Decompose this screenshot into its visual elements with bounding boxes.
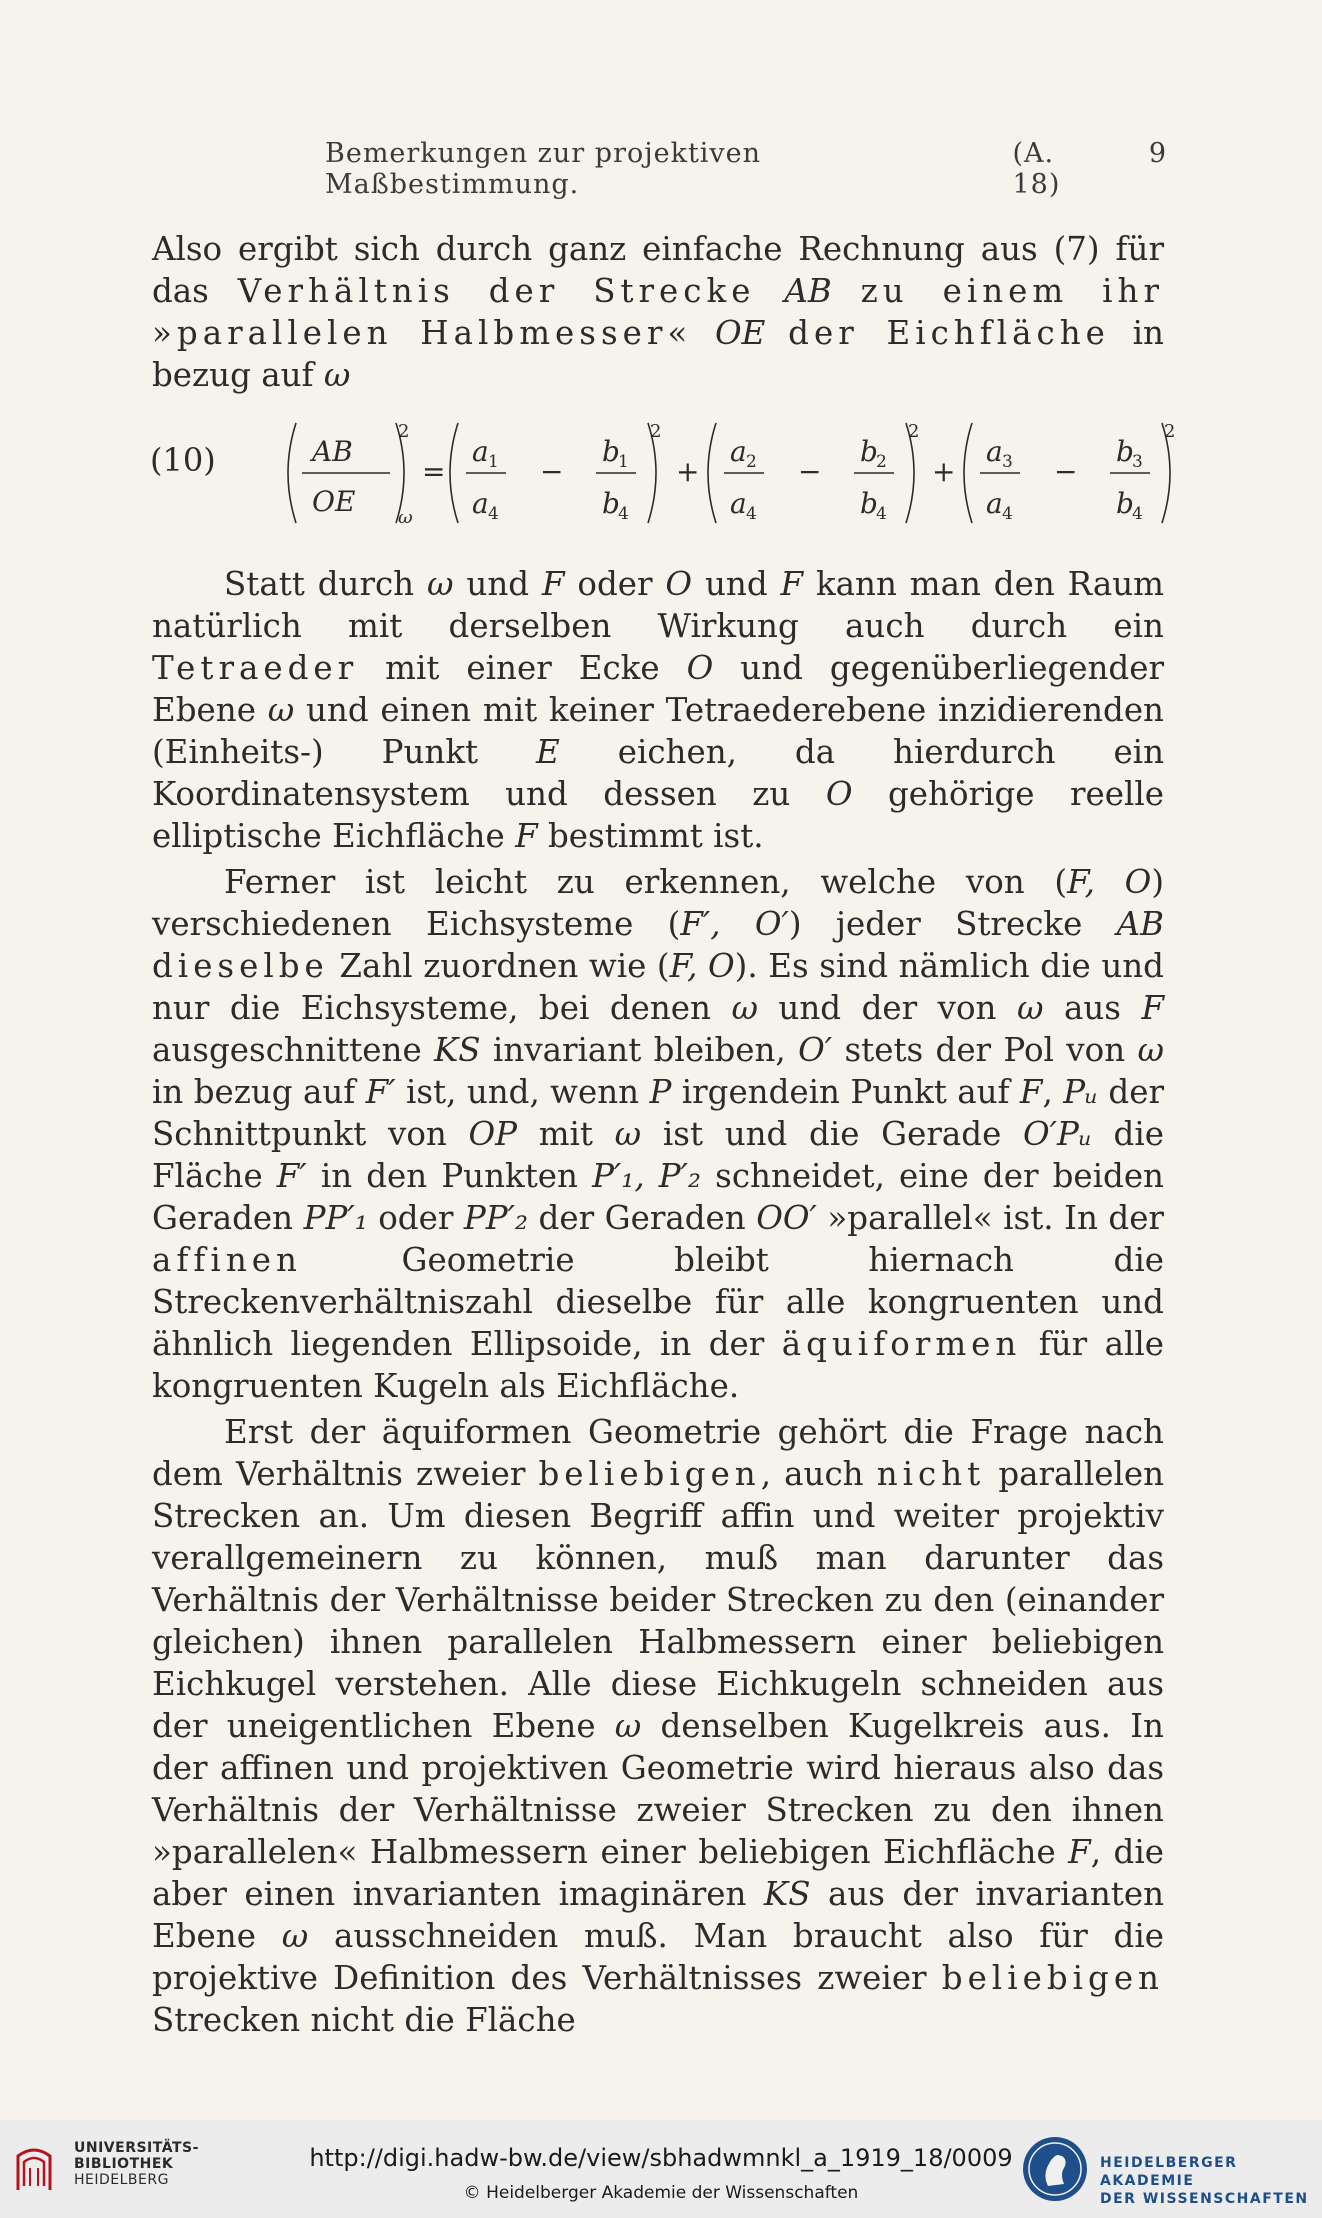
math-symbol: O	[825, 775, 853, 813]
text-run: ,	[1042, 1073, 1064, 1111]
svg-text:1: 1	[488, 452, 499, 472]
text-run: der Geraden	[528, 1199, 757, 1237]
svg-text:a: a	[730, 435, 747, 468]
emphasized-text: Tetraeder	[152, 649, 359, 687]
math-symbol: P	[649, 1073, 672, 1111]
text-run: in bezug auf	[152, 1073, 366, 1111]
text-run: stets der Pol von	[832, 1031, 1138, 1069]
svg-text:2: 2	[908, 421, 920, 442]
math-symbol: ω	[731, 989, 758, 1027]
text-run: bestimmt ist.	[537, 817, 764, 855]
svg-text:3: 3	[1132, 452, 1143, 472]
footer-bar	[0, 2120, 1322, 2218]
emphasized-text: Verhältnis der Strecke	[237, 272, 756, 310]
paragraph	[152, 563, 1164, 857]
text-run: aus	[1043, 989, 1142, 1027]
svg-text:4: 4	[1132, 504, 1143, 524]
math-symbol: F	[1068, 1833, 1091, 1871]
paragraph	[152, 228, 1164, 396]
text-run: denselben Kugelkreis aus. In der affinen und projektiven Geometrie wird hieraus also das Verhältnis der Verhältnisse zweier Strecken zu den ihnen »parallelen« Halbmessern einer beliebigen Eichfläche	[152, 1707, 1164, 1871]
text-run: und gegenüberliegender Ebene	[152, 649, 1164, 729]
emphasized-text: beliebigen	[538, 1455, 761, 1493]
math-symbol: F′	[276, 1157, 307, 1195]
text-run: Also ergibt sich durch ganz einfache Rechnung aus (7) für das	[152, 230, 1164, 310]
text-run: invariant bleiben,	[480, 1031, 799, 1069]
text-run: »parallel« ist. In der	[816, 1199, 1164, 1237]
header-section: (A. 18)	[1012, 138, 1061, 200]
text-run: irgendein Punkt auf	[671, 1073, 1020, 1111]
math-symbol: KS	[434, 1031, 481, 1069]
intro-paragraph	[152, 228, 1164, 396]
emphasized-text: zu einem ihr »parallelen Halbmesser«	[152, 272, 1164, 352]
text-run	[692, 314, 715, 352]
math-symbol: PP′₂	[463, 1199, 529, 1237]
text-run: und	[692, 565, 781, 603]
math-symbol: O′Pᵤ	[1023, 1115, 1092, 1153]
header-title: Bemerkungen zur projektiven Maßbestimmung.	[325, 138, 762, 200]
math-symbol: ω	[614, 1115, 642, 1153]
text-run: mit einer Ecke	[358, 649, 687, 687]
svg-text:2: 2	[1164, 421, 1176, 442]
svg-text:+: +	[676, 455, 700, 488]
text-run: oder	[564, 565, 666, 603]
math-symbol: F	[541, 565, 565, 603]
text-run: Ferner ist leicht zu erkennen, welche von (	[224, 863, 1068, 901]
text-run: Statt durch	[224, 565, 427, 603]
math-symbol: ω	[267, 691, 295, 729]
math-symbol: ω	[281, 1917, 309, 1955]
emphasized-text: äquiformen	[781, 1325, 1022, 1363]
source-url-link[interactable]: http://digi.hadw-bw.de/view/sbhadwmnkl_a_1919_18/0009	[309, 2144, 1013, 2172]
university-library-name: UNIVERSITÄTS- BIBLIOTHEK HEIDELBERG	[74, 2140, 199, 2188]
svg-text:3: 3	[1002, 452, 1013, 472]
svg-text:2: 2	[398, 421, 410, 442]
text-run: ausgeschnittene	[152, 1031, 435, 1069]
text-run: aus der invarianten Ebene	[152, 1875, 1164, 1955]
svg-text:a: a	[472, 435, 489, 468]
paragraph	[152, 861, 1164, 1407]
emphasized-text: affinen	[152, 1241, 302, 1279]
text-run: ausschneiden muß. Man braucht also für die projektive Definition des Verhältnisses zweier	[152, 1917, 1164, 1997]
math-symbol: ω	[614, 1707, 642, 1745]
math-symbol: F′, O′	[680, 905, 789, 943]
math-symbol: F	[1141, 989, 1164, 1027]
svg-text:b: b	[860, 487, 878, 520]
formula-expression	[278, 413, 1178, 533]
body-text	[152, 563, 1164, 2041]
math-symbol: O	[665, 565, 693, 603]
text-run	[832, 272, 861, 310]
math-symbol: ω	[1137, 1031, 1165, 1069]
svg-text:b: b	[1116, 435, 1134, 468]
svg-text:a: a	[986, 435, 1003, 468]
academy-name: HEIDELBERGER AKADEMIE DER WISSENSCHAFTEN	[1100, 2155, 1309, 2207]
math-symbol: OO′	[756, 1199, 817, 1237]
copyright-notice: © Heidelberger Akademie der Wissenschaften	[463, 2183, 859, 2203]
math-symbol: F	[780, 565, 804, 603]
svg-text:OE: OE	[312, 485, 356, 518]
text-run	[755, 272, 784, 310]
text-run	[765, 314, 788, 352]
text-run: kann man den Raum natürlich mit derselben Wirkung auch durch ein	[152, 565, 1164, 645]
text-run: Strecken nicht die Fläche	[152, 2001, 576, 2039]
math-symbol: F, O	[1067, 863, 1152, 901]
svg-text:a: a	[730, 487, 747, 520]
math-symbol: ω	[427, 565, 454, 603]
svg-text:1: 1	[618, 452, 629, 472]
text-run: , die aber einen invarianten imaginären	[152, 1833, 1164, 1913]
math-symbol: O′	[798, 1031, 833, 1069]
svg-text:a: a	[472, 487, 489, 520]
text-run: ist, und, wenn	[395, 1073, 650, 1111]
svg-text:AB: AB	[312, 435, 353, 468]
text-run: in den Punkten	[306, 1157, 593, 1195]
svg-text:b: b	[860, 435, 878, 468]
math-symbol: E	[536, 733, 560, 771]
academy-seal-icon	[1020, 2134, 1090, 2204]
svg-text:2: 2	[650, 421, 662, 442]
math-symbol: KS	[763, 1875, 811, 1913]
text-run: , auch	[760, 1455, 877, 1493]
math-symbol: OE	[715, 314, 766, 352]
svg-text:4: 4	[618, 504, 629, 524]
math-symbol: F	[515, 817, 538, 855]
emphasized-text: nicht	[876, 1455, 986, 1493]
svg-text:b: b	[602, 435, 620, 468]
math-symbol: AB	[784, 272, 832, 310]
svg-text:=: =	[422, 455, 446, 488]
math-symbol: O	[686, 649, 714, 687]
text-run: Geometrie bleibt hiernach die Streckenverhältniszahl dieselbe für alle kongruenten und ähnlich liegenden Ellipsoide, in der	[152, 1241, 1164, 1363]
text-run: gehörige reelle elliptische Eichfläche	[152, 775, 1164, 855]
math-symbol: F, O	[669, 947, 735, 985]
math-symbol: PP′₁	[303, 1199, 368, 1237]
text-run: ) jeder Strecke	[788, 905, 1117, 943]
page-number: 9	[1148, 138, 1167, 169]
text-run: und	[453, 565, 542, 603]
text-run: mit	[517, 1115, 615, 1153]
svg-text:2: 2	[746, 452, 757, 472]
math-symbol: ω	[1016, 989, 1044, 1027]
text-run: und der von	[757, 989, 1017, 1027]
text-run: Erst der äquiformen Geometrie gehört die Frage nach dem Verhältnis zweier	[152, 1413, 1164, 1493]
formula-number: (10)	[150, 441, 216, 479]
svg-text:ω: ω	[398, 507, 413, 528]
text-run: eichen, da hierdurch ein Koordinatensystem und dessen zu	[152, 733, 1164, 813]
emphasized-text: der Eichfläche	[788, 314, 1110, 352]
svg-text:a: a	[986, 487, 1003, 520]
math-symbol: P′₁, P′₂	[592, 1157, 702, 1195]
text-run: Zahl zuordnen wie (	[328, 947, 670, 985]
text-run: ) verschiedenen Eichsysteme (	[152, 863, 1164, 943]
svg-text:−: −	[1054, 455, 1078, 488]
math-symbol: F′	[365, 1073, 396, 1111]
svg-text:4: 4	[488, 504, 499, 524]
text-run: die Fläche	[152, 1115, 1164, 1195]
formula-10	[150, 405, 1176, 535]
text-run: ). Es sind nämlich die und nur die Eichsysteme, bei denen	[152, 947, 1164, 1027]
text-run: für alle kongruenten Kugeln als Eichfläche.	[152, 1325, 1164, 1405]
paragraph	[152, 1411, 1164, 2041]
emphasized-text: beliebigen	[941, 1959, 1164, 1997]
svg-text:4: 4	[876, 504, 887, 524]
svg-text:−: −	[540, 455, 564, 488]
svg-text:4: 4	[1002, 504, 1013, 524]
running-header	[325, 138, 1167, 200]
emphasized-text: dieselbe	[152, 947, 329, 985]
svg-text:4: 4	[746, 504, 757, 524]
math-symbol: F	[1019, 1073, 1043, 1111]
svg-text:−: −	[798, 455, 822, 488]
math-symbol: AB	[1116, 905, 1164, 943]
math-symbol: Pᵤ	[1063, 1073, 1099, 1111]
text-run: ist und die Gerade	[641, 1115, 1024, 1153]
text-run: oder	[367, 1199, 464, 1237]
svg-text:b: b	[602, 487, 620, 520]
math-symbol: ω	[323, 356, 351, 394]
svg-text:b: b	[1116, 487, 1134, 520]
svg-text:+: +	[932, 455, 956, 488]
math-symbol: OP	[468, 1115, 518, 1153]
text-run: und einen mit keiner Tetraederebene inzidierenden (Einheits-) Punkt	[152, 691, 1164, 771]
svg-text:2: 2	[876, 452, 887, 472]
text-run: in bezug auf	[152, 314, 1164, 394]
text-run: der Schnittpunkt von	[152, 1073, 1164, 1153]
text-run: schneidet, eine der beiden Geraden	[152, 1157, 1164, 1237]
text-run: parallelen Strecken an. Um diesen Begriff affin und weiter projektiv verallgemeinern zu können, muß man darunter das Verhältnis der Verhältnisse beider Strecken zu den (einander gleichen) ihnen parallelen Halbmessern einer beliebigen Eichkugel verstehen. Alle diese Eichkugeln schneiden aus der uneigentlichen Ebene	[152, 1455, 1164, 1745]
